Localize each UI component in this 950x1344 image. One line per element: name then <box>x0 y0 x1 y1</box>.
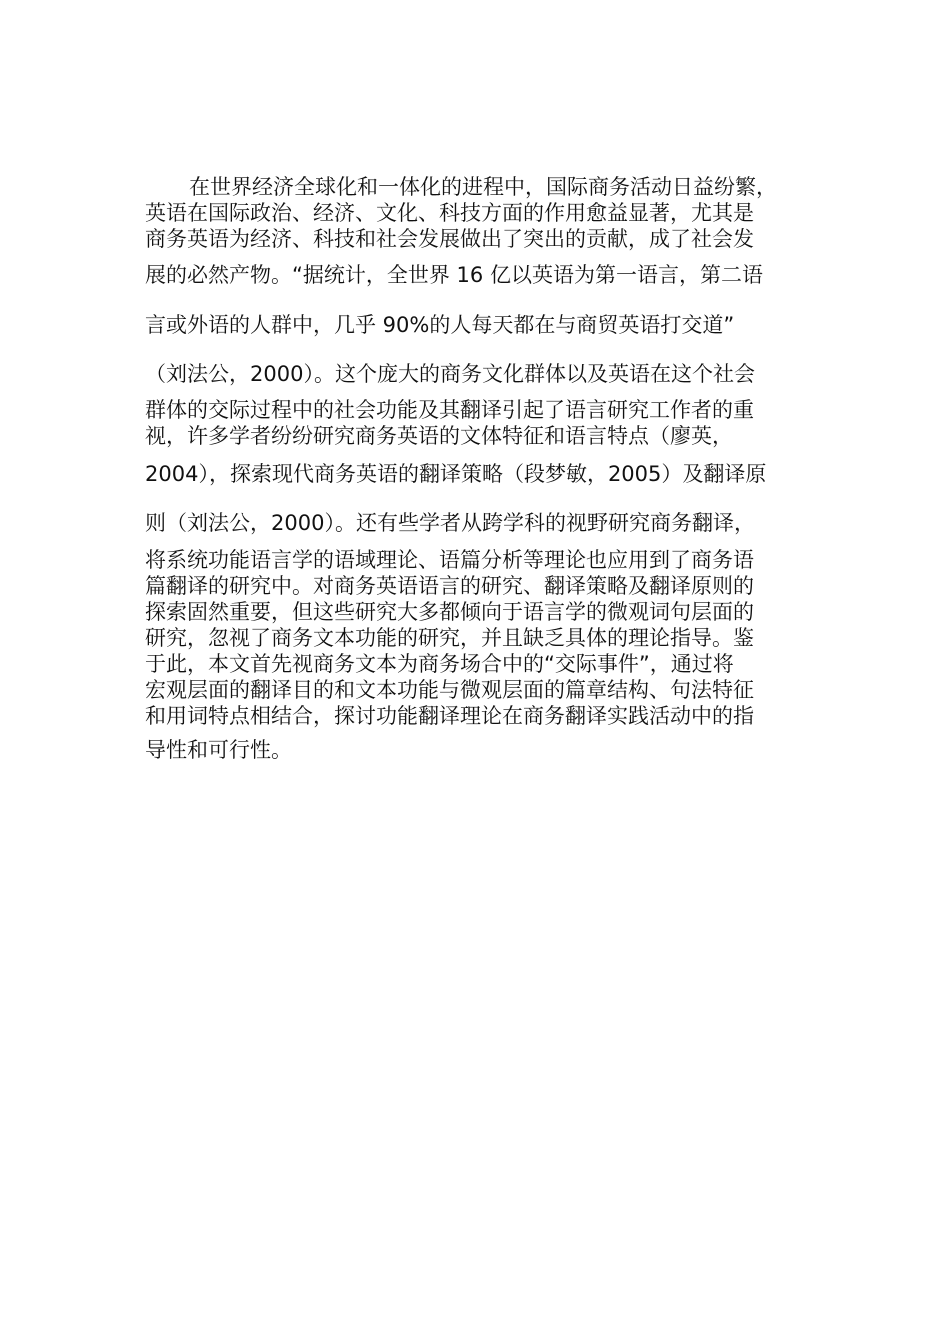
paragraph-line-1: 在世界经济全球化和一体化的进程中，国际商务活动日益纷繁， <box>189 175 777 199</box>
paragraph-line-3: 商务英语为经济、科技和社会发展做出了突出的贡献，成了社会发 <box>145 227 754 251</box>
paragraph-line-11: 将系统功能语言学的语域理论、语篇分析等理论也应用到了商务语 <box>145 548 754 572</box>
paragraph-line-15: 于此，本文首先视商务文本为商务场合中的“交际事件”，通过将 <box>145 652 734 676</box>
paragraph-line-16: 宏观层面的翻译目的和文本功能与微观层面的篇章结构、句法特征 <box>145 678 754 702</box>
paragraph-line-7: 群体的交际过程中的社会功能及其翻译引起了语言研究工作者的重 <box>145 398 754 422</box>
paragraph-line-8: 视，许多学者纷纷研究商务英语的文体特征和语言特点（廖英， <box>145 424 733 448</box>
paragraph-line-2: 英语在国际政治、经济、文化、科技方面的作用愈益显著，尤其是 <box>145 201 754 225</box>
paragraph-line-5: 言或外语的人群中，几乎 90%的人每天都在与商贸英语打交道” <box>145 313 735 337</box>
paragraph-line-14: 研究，忽视了商务文本功能的研究，并且缺乏具体的理论指导。鉴 <box>145 626 754 650</box>
paragraph-line-18: 导性和可行性。 <box>145 738 292 762</box>
paragraph-line-9: 2004），探索现代商务英语的翻译策略（段梦敏，2005）及翻译原 <box>145 462 767 486</box>
paragraph-line-10: 则（刘法公，2000）。还有些学者从跨学科的视野研究商务翻译， <box>145 511 755 535</box>
paragraph-line-4: 展的必然产物。“据统计，全世界 16 亿以英语为第一语言，第二语 <box>145 263 763 287</box>
paragraph-line-6: （刘法公，2000）。这个庞大的商务文化群体以及英语在这个社会 <box>145 362 755 386</box>
paragraph-line-12: 篇翻译的研究中。对商务英语语言的研究、翻译策略及翻译原则的 <box>145 574 754 598</box>
paragraph-line-13: 探索固然重要，但这些研究大多都倾向于语言学的微观词句层面的 <box>145 600 754 624</box>
paragraph-line-17: 和用词特点相结合，探讨功能翻译理论在商务翻译实践活动中的指 <box>145 704 754 728</box>
